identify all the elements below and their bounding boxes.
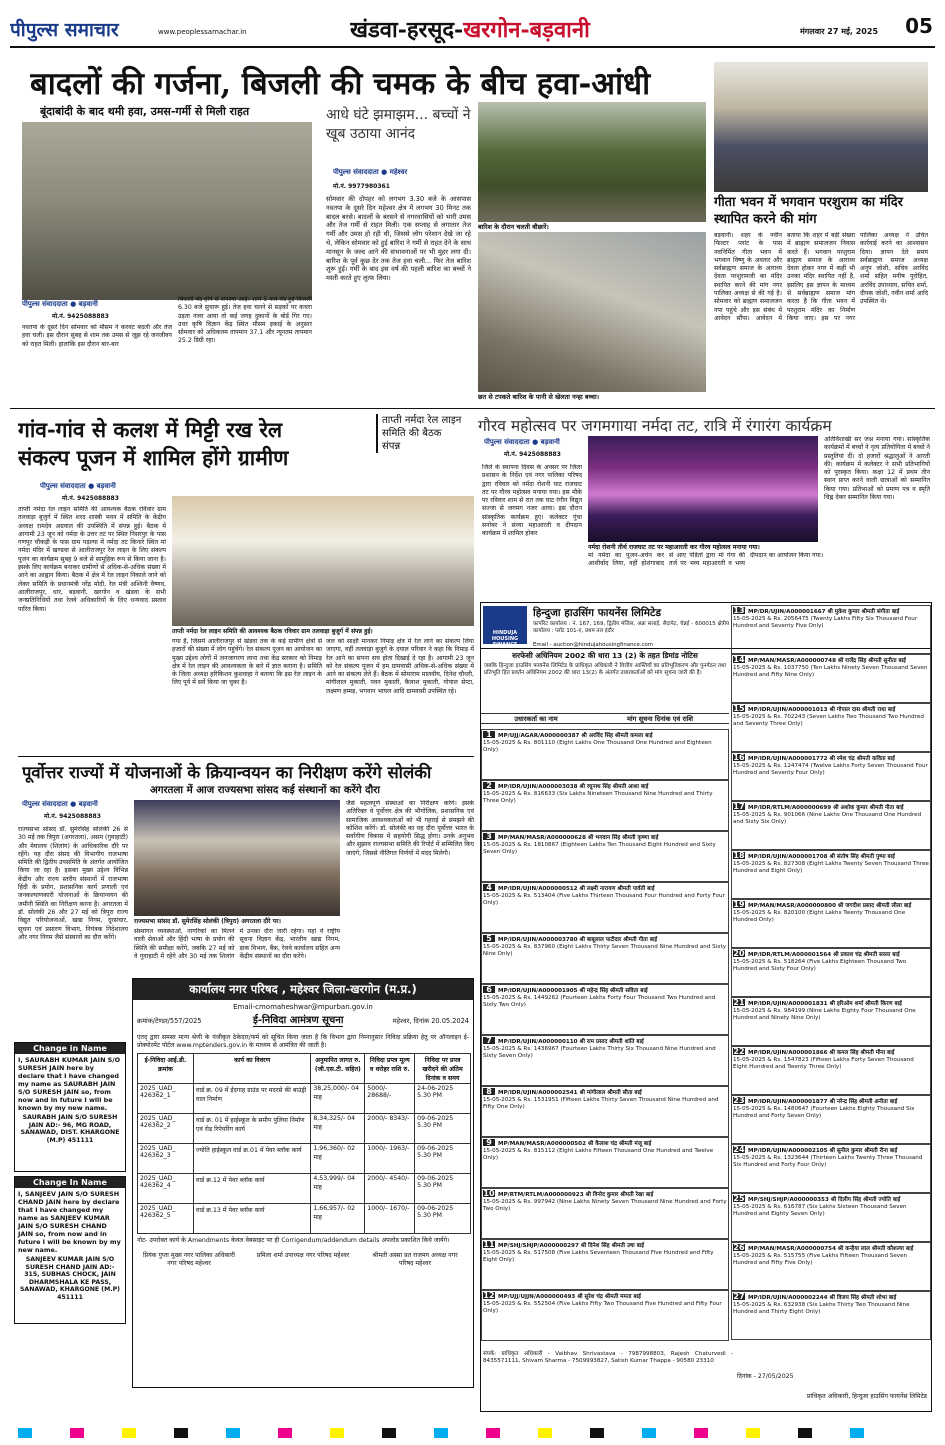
street-photo (22, 122, 312, 300)
section-title-part-2: खरगोन-बड़वानी (463, 17, 590, 43)
tender-title: ई-निविदा आमंत्रण सूचना (253, 1012, 343, 1027)
tender-signatures (133, 1248, 473, 1288)
rain-body: सोमवार की दोपहर को लगभग 3.30 बजे के आसपास नवतपा के दूसरे दिन महेश्वर क्षेत्र में लगभग 30 मिनट तक बादल बरसे। बादलों के बरसने से नगरवासियों को भारी उमस और तेज गर्मी से राहत मिली। एक सप्ताह से लगातार तेज गर्मी और उमस हो रही थी, जिससे लोग परेशान देखे जा रहे थे, लेकिन सोमवार को हुई बारिश ने गर्मी से राहत देने के साथ मानसून के जल्द आने की संभावनाओं पर भी मुहर लगा दी। बारिश के पूर्व कुछ देर तक तेज हवा चली... फिर तेज बारिश शुरू हुई। गर्मी के बाद इस वर्ष की पहली बारिश का बच्चों ने मस्ती करते हुए लुत्फ लिया। (326, 195, 471, 283)
borrower-account: MP/IDR/UJIN/A000001831 श्री हरिओम शर्मा श्रीमती किरण बाई (748, 1001, 902, 1007)
kalash-mobile: मो.नं. 9425088883 (62, 495, 119, 502)
tender-ref-row (133, 1012, 473, 1034)
rain-byline (333, 168, 473, 177)
table-row (138, 1173, 471, 1203)
cyan-swatch (226, 1428, 240, 1438)
borrower-account: MP/IDR/UJIN/A000001905 श्री महेन्द्र सिंह श्रीमती सविता बाई (498, 988, 648, 994)
narmada-headline: गौरव महोत्सव पर जगमगाया नर्मदा तट, रात्रि में रंगारंग कार्यक्रम (478, 417, 832, 435)
borrower-account: MP/IDR/UJIN/A000003038 श्री रघुनाथ सिंह श्रीमती आशा बाई (498, 784, 649, 790)
cell-cost: 38,25,000/- 04 माह (311, 1083, 365, 1113)
borrower-account: MP/IDR/UJIN/A000003780 श्री बाबूलाल पाटीदार श्रीमती गीता बाई (498, 937, 658, 943)
demand-amount: 15-05-2025 & Rs. 616787 (Six Lakhs Sixteen Thousand Seven Hundred and Eighty Seven Only) (733, 1204, 907, 1217)
yellow-swatch (746, 1428, 760, 1438)
demand-amount: 15-05-2025 & Rs. 513404 (Five Lakhs Thirteen Thousand Four Hundred and Forty Four Only) (483, 893, 725, 906)
cell-deadline: 24-06-2025 5.30 PM (415, 1083, 471, 1113)
auction-notice-cell (481, 780, 729, 831)
cell-number: 24 (733, 1145, 745, 1154)
tender-notice (132, 978, 474, 1388)
table-row (138, 1143, 471, 1173)
color-registration-bar (10, 1428, 935, 1438)
parshuram-body: बड़वानी। शहर के नवीन फिल्टर प्लांट के पास नवनिर्मित गीता भवन में भगवान विष्णु के अवतार और सर्वब्राह्मण समाज के आराध्य देवता परशुरामजी का मंदिर स्थापित करने की मांग नगर पालिका अध्यक्ष से की गई है। सोमवार को ब्राह्मण समाजजन नपा पहुंचे और इस संबंध में आवेदन सौंपा। आवेदन में बताया कि शहर में बड़ी संख्या में ब्राह्मण समाजजन निवास करते हैं। भगवान परशुराम ब्राह्मण समाज के आराध्य देवता होकर नगर में कहीं भी उनका मंदिर स्थापित नहीं है, इसलिए इस ज्ञापन के माध्यम से सर्वब्राह्मण समाज मांग करता है कि गीता भवन में परशुराम मंदिर का निर्माण किया जाए। इस पर नगर पालिका अध्यक्ष ने उचित कार्रवाई करने का आश्वासन दिया। ज्ञापन देते समय सर्वब्राह्मण समाज अध्यक्ष अनूप जोशी, सचिव अरविंद शर्मा सहित मनीष पुरोहित, अरविंद उपाध्याय, सचिन शर्मा, दीपक जोशी, नवीन शर्मा आदि उपस्थित थे। (714, 232, 928, 322)
cell-number: 25 (733, 1194, 745, 1203)
cell-fee: 2000/- 4540/- (365, 1173, 415, 1203)
solanki-subhead: अगरतला में आज राज्यसभा सांसद कई संस्थानों का करेंगे दौरा (150, 785, 381, 796)
solanki-headline: पूर्वोत्तर राज्यों में योजनाओं के क्रियान्वयन का निरीक्षण करेंगे सोलंकी (22, 762, 432, 782)
borrower-account: MP/IDR/UJIN/A000001866 श्री कमल सिंह श्रीमती मीना बाई (748, 1050, 895, 1056)
cell-number: 5 (483, 935, 495, 942)
demand-amount: 15-05-2025 & Rs. 1323644 (Thirteen Lakhs Twenty Three Thousand Six Hundred and Forty Four Only) (733, 1155, 923, 1168)
narmada-mobile: मो.नं. 9425088883 (504, 451, 561, 458)
cell-number: 26 (733, 1243, 745, 1252)
tender-ref: क्रमांक/टेण्डर/557/2025 (137, 1017, 202, 1025)
lead-headline: बादलों की गर्जना, बिजली की चमक के बीच हवा-आंधी (30, 66, 651, 102)
kalash-headline-1: गांव-गांव से कलश में मिट्टी रख रेल (18, 417, 283, 442)
cell-number: 23 (733, 1096, 745, 1105)
cell-work: वार्ड क्र. 09 में ईदगाह ग्राउंड पर मदरसे की बाउंड्री वाल निर्माण (193, 1083, 310, 1113)
auction-notice-cell (731, 703, 931, 752)
cell-number: 8 (483, 1088, 495, 1095)
borrower-account: MP/MAN/MASR/A000000502 श्री कैलाश चंद्र श्रीमती मंजू बाई (498, 1141, 652, 1147)
byline-dot: ● (70, 800, 77, 808)
narmada-body-bottom: मां नर्मदा का पूजन-अर्चन कर आशीर्वाद लिया, वहीं होशंगाबाद से आए पंडितों द्वारा मां गंगा की तर्ज पर भव्य महाआरती व भव्य दीपदान का आयोजन किया गया। (588, 552, 824, 568)
cell-number: 18 (733, 851, 745, 860)
black-swatch (174, 1428, 188, 1438)
table-row (138, 1113, 471, 1143)
cell-fee: 5000/- 28688/- (365, 1083, 415, 1113)
byline-name: पीपुल्स संवाददाता (333, 168, 379, 176)
demand-amount: 15-05-2025 & Rs. 702243 (Seven Lakhs Two Thousand Two Hundred and Seventy Three Only) (733, 714, 924, 727)
auction-notice-cell (481, 831, 729, 882)
kalash-body-2: गया है, जिसमें आलीराजपुर से खंडवा तक के कई ग्रामीण क्षेत्रों से हजारों की संख्या में लोग पहुंचेंगे। रेल संकल्प पूजन का आयोजन का मुख्य उद्देश्य लोगों में जनजागरण लाना तथा केंद्र सरकार को निमाड़ क्षेत्र में रेल लाइन की आवश्यकता के बारे में ज्ञात कराना है। समिति के जिला अध्यक्ष हरिकिशन कुशवाहा ने बताया कि इस रेल लाइन के लिए पूर्व में सर्वे किया जा चुका है। (172, 638, 322, 687)
yellow-swatch (538, 1428, 552, 1438)
rain-headline: आधे घंटे झमाझम... बच्चों ने खूब उठाया आनंद (326, 107, 471, 142)
cell-cost: 1,96,360/- 02 माह (311, 1143, 365, 1173)
demand-amount: 15-05-2025 & Rs. 837960 (Eight Lakhs Thirty Seven Thousand Nine Hundred and Sixty Nine Only) (483, 944, 727, 957)
auction-notice-cell (481, 984, 729, 1035)
cell-number: 20 (733, 949, 745, 958)
cell-number: 13 (733, 606, 745, 615)
borrower-account: MP/IDR/UJIN/A000000110 श्री राम प्रसाद श्रीमती शांति बाई (498, 1039, 644, 1045)
cell-id: 2025_UAD_ 426362_3 (138, 1143, 194, 1173)
cell-number: 9 (483, 1139, 495, 1146)
tender-table (137, 1053, 471, 1234)
auction-notice-cell (731, 1095, 931, 1144)
cyan-swatch (18, 1428, 32, 1438)
hinduja-company: हिन्दुजा हाउसिंग फायनेंस लिमिटेड (533, 607, 661, 619)
cell-number: 2 (483, 782, 495, 789)
yellow-swatch (330, 1428, 344, 1438)
hinduja-notice (480, 602, 932, 1412)
cell-number: 7 (483, 1037, 495, 1044)
auction-notice-cell (731, 850, 931, 899)
borrower-account: MP/MAN/MASR/A000000754 श्री कन्हैया लाल श्रीमती कौशल्या बाई (748, 1246, 914, 1252)
byline-name: पीपुल्स संवाददाता (484, 438, 530, 446)
auction-notice-cell (731, 899, 931, 948)
lead-mobile: मो.नं. 9425088883 (52, 313, 109, 320)
col-head-name: उधारकर्ता का नाम (514, 715, 558, 723)
cell-id: 2025_UAD_ 426362_2 (138, 1113, 194, 1143)
demand-amount: 15-05-2025 & Rs. 2056475 (Twenty Lakhs Fifty Six Thousand Four Hundred and Seventy Five Only) (733, 616, 918, 629)
magenta-swatch (278, 1428, 292, 1438)
cell-number: 14 (733, 655, 745, 664)
logo: पीपुल्स समाचार (10, 19, 119, 41)
demand-amount: 15-05-2025 & Rs. 816633 (Six Lakhs Nineteen Thousand Nine Hundred and Thirty Three Only) (483, 791, 713, 804)
section-title (350, 14, 680, 44)
auction-notice-cell (481, 1086, 729, 1137)
borrower-account: MP/MAN/MASR/A000000628 श्री भगवान सिंह श्रीमती कृष्णा बाई (498, 835, 659, 841)
cell-number: 19 (733, 900, 745, 909)
demand-amount: 15-05-2025 & Rs. 1810867 (Eighteen Lakhs Ten Thousand Eight Hundred and Sixty Seven Only) (483, 842, 716, 855)
rain-photo-2 (478, 232, 706, 392)
parshuram-headline: गीता भवन में भगवान परशुराम का मंदिर स्थापित करने की मांग (714, 194, 928, 228)
hinduja-right-grid (731, 605, 931, 1349)
notice-title: सरफेसी अधिनियम 2002 की धारा 13 (2) के तहत डिमांड नोटिस (512, 651, 698, 660)
kalash-byline (40, 482, 190, 491)
auction-notice-cell (731, 654, 931, 703)
solanki-body-2: संस्थागत व्यवस्थाओं, नागरिकों का मिलने वाली सेवाओं और हिंदी भाषा के प्रयोग की स्थिति की समीक्षा करेंगे, जबकि 27 मई को वे गुवाहाटी में रहेंगे और 30 मई तक शिलांग में उनका दौरा जारी रहेगा। यहां वे राष्ट्रीय सूचना विज्ञान केंद्र, भारतीय खाद्य निगम, डाक विभाग, बैंक, रेलवे कार्यालय सहित अन्य केंद्रीय संस्थानों का दौरा करेंगे। (134, 928, 340, 960)
auction-notice-cell (731, 1144, 931, 1193)
name-change-notice-2 (14, 1176, 126, 1324)
tender-note: नोट- उपरोक्त कार्य के Amendments केवल वेबसाइट पर ही Corrigendum/addendum details अपलोड प्रकाशित किये जायेंगे। (137, 1236, 450, 1244)
hinduja-signature: प्राधिकृत अधिकारी, हिन्दुजा हाउसिंग फायनेंस लिमिटेड (806, 1393, 927, 1400)
auction-notice-cell (731, 997, 931, 1046)
demand-amount: 15-05-2025 & Rs. 1547823 (Fifteen Lakhs Forty Seven Thousand Eight Hundred and Twenty Three Only) (733, 1057, 914, 1070)
divider (18, 756, 474, 757)
byline-place: बड़वानी (540, 438, 560, 446)
rain-photo-1 (478, 102, 706, 222)
notice-signature: SAURABH JAIN S/O SURESH JAIN AD:- 96, MG ROAD, SANAWAD, DIST. KHARGONE (M.P) 451111 (20, 1114, 120, 1144)
cell-fee: 1000/- 1670/- (365, 1203, 415, 1233)
byline-place: महेश्वर (389, 168, 408, 176)
borrower-account: MP/MAN/MASR/A000000800 श्री जगदीश प्रसाद श्रीमती लीला बाई (748, 903, 912, 909)
divider (10, 408, 935, 409)
demand-amount: 15-05-2025 & Rs. 820100 (Eight Lakhs Twenty Thousand One Hundred Only) (733, 910, 906, 923)
magenta-swatch (694, 1428, 708, 1438)
cell-deadline: 09-06-2025 5.30 PM (415, 1173, 471, 1203)
byline-dot: ● (88, 482, 95, 490)
auction-notice-cell (731, 1046, 931, 1095)
byline-place: बड़वानी (96, 482, 116, 490)
parshuram-photo (714, 62, 928, 192)
kalash-side-head: ताप्ती नर्मदा रेल लाइन समिति की बैठक संपन्न (376, 414, 462, 453)
borrower-account: MP/IDR/UJIN/A000001877 श्री नरेन्द्र सिंह श्रीमती अनीता बाई (748, 1099, 898, 1105)
borrower-account: MP/SHJ/SHJP/A000000297 श्री दिनेश सिंह श्रीमती उषा बाई (498, 1243, 644, 1249)
borrower-account: MP/MAN/MASR/A000000748 श्री राजेंद्र सिंह श्रीमती सुनीता बाई (748, 658, 906, 664)
notice-text: I, SAURABH KUMAR JAIN S/O SURESH JAIN here by declare that I have changed my name as SAURABH JAIN S/O SURESH JAIN so, from now and in future I will be known by my new name. (18, 1056, 121, 1112)
hinduja-address: कार्पोरेट कार्यालय : नं. 167, 169, द्वितीय मंजिल, अन्ना सलाई, सैदापेट, चेन्नई - 600015 क्षेत्रीय कार्यालय : प्लॉट 101-ए, प्रथम तल इंदौर (533, 621, 729, 634)
demand-amount: 15-05-2025 & Rs. 901066 (Nine Lakhs One Thousand One Hundred and Sixty Six Only) (733, 812, 922, 825)
notice-title: Change In Name (15, 1177, 125, 1188)
auction-notice-cell (731, 605, 931, 654)
col-head: निविदा पर प्रपत्र खरीदने की अंतिम दिनांक व समय (415, 1053, 471, 1083)
cell-work: वार्ड क्र.13 में पेवर ब्लॉक कार्य (193, 1203, 310, 1233)
kalash-body-3: जल को साक्षी मानकर निमाड़ क्षेत्र में रेल लाने का संकल्प लिया जाएगा, वहीं तलवाड़ा बुजुर्ग के दयाल परिवार ने कहा कि निमाड़ में रेल आने का सपना सच होता दिखाई दे रहा है। आगामी 23 जून को रेल संकल्प पूजन में हम ग्रामवासी अधिक-से-अधिक संख्या में आने का संकल्प लेते हैं। बैठक में सोमाराम मालवीय, दिनेश चौधरी, मांगीलाल मुकाती, पवन मुकाती, कैलाश मुकाती, गोपाल सेप्टा, लक्ष्मण हम्मड़, भगवान भायल आदि ग्रामवासी उपस्थित रहे। (326, 638, 474, 695)
col-head: कार्य का विवरण (193, 1053, 310, 1083)
magenta-swatch (70, 1428, 84, 1438)
cell-number: 11 (483, 1240, 495, 1249)
tender-table-header (138, 1053, 471, 1083)
demand-amount: 15-05-2025 & Rs. 552504 (Five Lakhs Fifty Two Thousand Five Hundred and Fifty Four Only) (483, 1301, 722, 1314)
rain-mobile: मो.नं. 9977980361 (333, 183, 390, 190)
rain-photo-2-caption: छत से टपकते बारिश के पानी से खेलता नन्हा बच्चा। (478, 392, 706, 401)
cell-fee: 2000/- 8343/- (365, 1113, 415, 1143)
solanki-photo-caption: राज्यसभा सांसद डॉ. सुमेरसिंह सोलंकी (त्रिपुरा) अगरतला दौरे पर। (134, 916, 340, 925)
borrower-account: MP/IDR/RTLM/A000000699 श्री अशोक कुमार श्रीमती नीता बाई (748, 805, 904, 811)
lead-body-mid: बिजली बंद होने से समस्या आई। शाम 5 बजे बंद हुई बिजली 6.30 बजे सुचारू हुई। तेज हवा चलने से सड़कों पर कचरा उड़ता नजर आया तो कई जगह दुकानों के बोर्ड गिर गए। उधर कृषि विज्ञान केंद्र स्थित मौसम इकाई के अनुसार सोमवार को अधिकतम तापमान 37.1 और न्यूनतम तापमान 25.2 डिग्री रहा। (178, 296, 312, 345)
byline-name: पीपुल्स संवाददाता (22, 300, 68, 308)
borrower-account: MP/IDR/UJIN/A000002541 श्री मांगीलाल श्रीमती सीता बाई (498, 1090, 642, 1096)
cell-number: 15 (733, 704, 745, 713)
hinduja-logo (483, 606, 527, 648)
cell-number: 22 (733, 1047, 745, 1056)
demand-amount: 15-05-2025 & Rs. 518264 (Five Lakhs Eighteen Thousand Two Hundred and Sixty Four Only) (733, 959, 907, 972)
demand-amount: 15-05-2025 & Rs. 1531951 (Fifteen Lakhs Thirty Seven Thousand Nine Hundred and Fifty One Only) (483, 1097, 719, 1110)
cell-number: 12 (483, 1291, 495, 1300)
auction-notice-cell (731, 801, 931, 850)
byline-dot: ● (532, 438, 539, 446)
cell-work: वार्ड क्र. 01 में हाईस्कूल के समीप पुलिया निर्माण एवं रोड रिपेयरिंग कार्य (193, 1113, 310, 1143)
byline-dot: ● (70, 300, 77, 308)
borrower-account: MP/IDR/UJIN/A000001013 श्री गोपाल दास श्रीमती राधा बाई (748, 707, 896, 713)
tender-date: महेश्वर, दिनांक 20.05.2024 (392, 1017, 469, 1025)
narmada-body-left: जिले के स्थापना दिवस के अवसर पर जिला प्रशासन के निर्देश एवं नगर पालिका परिषद द्वारा रविवार को नर्मदा रोशनी घाट राजघाट तट पर गौरव महोत्सव मनाया गया। इस मौके पर रविवार शाम से रात तक घाट रंगीन विद्युत सज्जा से जगमग नजर आया। इस दौरान सांस्कृतिक कार्यक्रम हुए। कलेक्टर गुंचा सनोबर ने संध्या महाआरती व दीपदान कार्यक्रम में शामिल होकर (482, 464, 582, 538)
cell-deadline: 09-06-2025 5.30 PM (415, 1143, 471, 1173)
solanki-photo (134, 800, 340, 916)
borrower-account: MP/IDR/UJIN/A000002105 श्री सुनील कुमार श्रीमती रीना बाई (748, 1148, 898, 1154)
auction-notice-cell (481, 1290, 729, 1341)
borrower-account: MP/IDR/UJIN/A000001708 श्री संतोष सिंह श्रीमती पुष्पा बाई (748, 854, 895, 860)
borrower-account: MP/SHJ/SHJP/A000000353 श्री दिलीप सिंह श्रीमती ज्योति बाई (748, 1197, 901, 1203)
lead-subhead: बूंदाबांदी के बाद थमी हवा, उमस-गर्मी से मिली राहत (40, 105, 250, 118)
cell-number: 27 (733, 1292, 745, 1301)
cell-id: 2025_UAD_ 426362_4 (138, 1173, 194, 1203)
demand-amount: 15-05-2025 & Rs. 517508 (Five Lakhs Seventeen Thousand Five Hundred and Fifty Eight Only) (483, 1250, 714, 1263)
cell-number: 1 (483, 731, 495, 738)
cell-work: ज्योति हाईस्कूल वार्ड क्र.01 में पेवर ब्लॉक कार्य (193, 1143, 310, 1173)
tender-email[interactable]: Email-cmomaheshwar@mpurban.gov.in (233, 1003, 373, 1011)
col-head: निविदा प्रपत्र मूल्य व धरोहर राशि रु. (365, 1053, 415, 1083)
cell-number: 17 (733, 802, 745, 811)
magenta-swatch (486, 1428, 500, 1438)
auction-notice-cell (481, 729, 729, 780)
solanki-body-3: जैसे महत्वपूर्ण संस्थाओं का निरीक्षण करेंगे। इसके अतिरिक्त वे पूर्वोत्तर क्षेत्र की भौगोलिक, प्रशासनिक एवं सामाजिक आवश्यकताओं को भी गहराई से समझने की कोशिश करेंगे। डॉ. सोलंकी का यह दौरा पूर्वोत्तर भारत के सर्वांगीण विकास में सहयोगी सिद्ध होगा। उनके अनुभव और सुझाव राज्यसभा समिति की रिपोर्ट में सम्मिलित किए जाएंगे, जिससे नीतिगत निर्णयों में मदद मिलेगी। (346, 800, 474, 857)
lead-body-left: नवतपा के दूसरे दिन सोमवार को मौसम ने करवट बदली और तेज हवा चली। इस दौरान सुबह से शाम तक उमस से जूझ रहे जनजीवन को राहत मिली। हालांकि इस दौरान बार-बार (22, 324, 172, 348)
demand-amount: 15-05-2025 & Rs. 827308 (Eight Lakhs Twenty Seven Thousand Three Hundred and Eight Only) (733, 861, 929, 874)
demand-amount: 15-05-2025 & Rs. 997942 (Nine Lakhs Ninety Seven Thousand Nine Hundred and Forty Two Only) (483, 1199, 727, 1212)
solanki-body: राज्यसभा सांसद डॉ. सुमेरसिंह सोलंकी 26 से 30 मई तक त्रिपुरा (अगरतला), असम (गुवाहाटी) और मेघालय (शिलांग) के आधिकारिक दौरे पर रहेंगे। यह दौरा संसद की विभागीय राजभाषा समिति की द्वितीय उपसमिति के अंतर्गत आयोजित किया जा रहा है। इसका मुख्य उद्देश्य विभिन्न केंद्रीय और राज्य स्तरीय संस्थानों में राजभाषा हिंदी के प्रयोग, प्रशासनिक कार्य प्रणाली एवं जनकल्याणकारी योजनाओं के क्रियान्वयन की जमीनी स्थिति का निरीक्षण करना है। अगरतला में डॉ. सोलंकी 26 और 27 मई को त्रिपुरा राज्य विद्युत परियोजनाओं, खाद्य निगम, दूरसंचार, सूचना एवं प्रसारण विभाग, नियंत्रक निदेशालय और नगर निगम जैसे संस्थानों का दौरा करेंगे। (18, 826, 128, 941)
table-row (138, 1203, 471, 1233)
signature-3: श्रीमती अस्सा प्रत राजमय अध्यक्ष नगर परिषद महेश्वर (372, 1251, 458, 1268)
cell-number: 4 (483, 884, 495, 891)
narmada-body-right: अतिविशाखी सर जश्न मनाया गया। सांस्कृतिक कार्यक्रमों में बच्चों ने नृत्य प्रतियोगिता में बच्चों ने प्रस्तुतियां दीं। दो हजारों श्रद्धालुओं ने आरती की। कार्यक्रम में कलेक्टर ने सभी प्रतिभागियों को पुरस्कृत किया। कक्षा 12 में प्रथम तीन स्थान प्राप्त करने वाली छात्राओं को सम्मानित किया गया। प्रतिभाओं को प्रमाण पत्र व स्मृति चिह्न देकर सम्मानित किया गया। (824, 436, 930, 502)
cell-id: 2025_UAD_ 426362_5 (138, 1203, 194, 1233)
cell-number: 10 (483, 1189, 495, 1198)
demand-amount: 15-05-2025 & Rs. 1480647 (Fourteen Lakhs Eighty Thousand Six Hundred and Forty Seven Only) (733, 1106, 915, 1119)
auction-notice-cell (481, 882, 729, 933)
demand-amount: 15-05-2025 & Rs. 984199 (Nine Lakhs Eighty Four Thousand One Hundred and Ninety Nine Only) (733, 1008, 916, 1021)
cell-fee: 1000/- 1963/- (365, 1143, 415, 1173)
hinduja-contact: संपर्क: प्राधिकृत अधिकारी - Vaibhav Shrivastava - 7987998803, Rajesh Chaturvedi - 8435571111, Shivam Sharma - 7509993827, Satish Kumar Thappa - 90580 23310 (483, 1351, 733, 1364)
col-head: अनुमानित लागत रु. (जी.एस.टी. सहित) (311, 1053, 365, 1083)
kalash-body: ताप्ती नर्मदा रेल लाइन समिति की आवश्यक बैठक रविवार ग्राम तलवाड़ा बुजुर्ग में स्थित शरद शास्त्री भवन में समिति के केंद्रीय अध्यक्ष रामदेव अग्रवाल की उपस्थिति में संपन्न हुई। बैठक में आगामी 23 जून को नर्मदा के उत्तर तट पर स्थित निसरपुर के पास गणपुर चौकड़ी के पास ग्राम पड़ल्या में नर्मदा तट किनारे स्थित मां नर्मदा मंदिर में खण्डवा से आलीराजपुर रेल लाइन के लिए संकल्प पूजन का कार्यक्रम सुबह 9 बजे से सामूहिक रूप से किया जाना है। इसके लिए कार्यक्रम बनाकर ग्रामीणों से अधिक-से-अधिक संख्या में आने का आह्वान किया। बैठक में क्षेत्र में रेल लाइन निकाले जाने को लेकर समिति के प्रधानमंत्री नरेंद्र मोदी, रेल मंत्री अश्विनी वैष्णव, आलीराजपुर, धार, बड़वानी, खरगोन व खंडवा के सभी जनप्रतिनिधियों तथा रेलवे अधिकारियों के लिए धन्यवाद प्रस्ताव पारित किया। (18, 506, 166, 613)
demand-amount: 15-05-2025 & Rs. 1037750 (Ten Lakhs Ninety Seven Thousand Seven Hundred and Fifty Nine Only) (733, 665, 928, 678)
borrower-account: MP/IDR/UJIN/A000001772 श्री रमेश चंद्र श्रीमती कविता बाई (748, 756, 895, 762)
cell-number: 6 (483, 986, 495, 993)
demand-amount: 15-05-2025 & Rs. 801110 (Eight Lakhs One Thousand One Hundred and Eighteen Only) (483, 740, 712, 753)
borrower-account: MP/IDR/UJIN/A000000512 श्री लक्ष्मी नारायण श्रीमती पार्वती बाई (498, 886, 655, 892)
rain-photo-1-caption: बारिश के दौरान चलती बौछारें। (478, 222, 638, 231)
auction-notice-cell (731, 1193, 931, 1242)
black-swatch (590, 1428, 604, 1438)
name-change-notice-1 (14, 1042, 126, 1172)
borrower-account: MP/IDR/RTLM/A000001564 श्री प्रकाश चंद्र श्रीमती सरला बाई (748, 952, 900, 958)
col-head: ई-निविदा आई.डी. क्रमांक (138, 1053, 194, 1083)
demand-amount: 15-05-2025 & Rs. 815112 (Eight Lakhs Fifteen Thousand One Hundred and Twelve Only) (483, 1148, 714, 1161)
kalash-photo (172, 496, 474, 626)
tender-intro: एतद् द्वारा समस्त मान्य श्रेणी के पंजीकृत ठेकेदार/फर्म को सूचित किया जाता है कि विभाग द्वारा निम्नानुसार निविदा प्रक्रिया हेतु पर ऑनलाइन ई-प्रोक्योरमेंट पोर्टल www.mptenders.gov.in के माध्यम से आमंत्रित की जाती है। (137, 1034, 469, 1050)
cyan-swatch (850, 1428, 864, 1438)
cell-cost: 1,66,957/- 02 माह (311, 1203, 365, 1233)
demand-amount: 15-05-2025 & Rs. 515755 (Five Lakhs Fifteen Thousand Seven Hundred and Fifty Five Only) (733, 1253, 908, 1266)
black-swatch (798, 1428, 812, 1438)
demand-amount: 15-05-2025 & Rs. 1247474 (Twelve Lakhs Forty Seven Thousand Four Hundred and Seventy Four Only) (733, 763, 928, 776)
black-swatch (382, 1428, 396, 1438)
byline-name: पीपुल्स संवाददाता (40, 482, 86, 490)
borrower-account: MP/DR/UJIN/A000001667 श्री मुकेश कुमार श्रीमती संगीता बाई (748, 609, 900, 615)
tender-office: कार्यालय नगर परिषद , महेश्वर जिला-खरगोन (म.प्र.) (133, 979, 473, 1000)
cell-number: 16 (733, 753, 745, 762)
hinduja-email[interactable]: Email - auction@hindujahousingfinance.com (533, 642, 654, 648)
cell-cost: 8,34,325/- 04 माह (311, 1113, 365, 1143)
cell-deadline: 09-06-2025 5.30 PM (415, 1203, 471, 1233)
date: मंगलवार 27 मई, 2025 (800, 27, 879, 36)
cell-deadline: 09-06-2025 5.30 PM (415, 1113, 471, 1143)
byline-name: पीपुल्स संवाददाता (22, 800, 68, 808)
narmada-photo (588, 436, 818, 542)
masthead (10, 8, 935, 48)
col-head-amount: मांग सूचना दिनांक एवं राशि (626, 715, 694, 723)
signature-1: प्रियंक गुप्ता मुख्य नगर पालिका अधिकारी नगर परिषद महेश्वर (142, 1251, 236, 1268)
demand-amount: 15-05-2025 & Rs. 632938 (Six Lakhs Thirty Two Thousand Nine Hundred and Thirty Eight Only) (733, 1302, 910, 1315)
section-title-part-1: खंडवा-हरसूद- (350, 17, 464, 43)
byline-dot: ● (381, 168, 388, 176)
yellow-swatch (122, 1428, 136, 1438)
auction-notice-cell (731, 948, 931, 997)
auction-notice-cell (731, 752, 931, 801)
auction-notice-cell (481, 1188, 729, 1239)
borrower-account: MP/UJJ/AGAR/A000000387 श्री अरविंद सिंह श्रीमती कमला बाई (498, 733, 653, 739)
cell-work: वार्ड क्र.12 में पेवर ब्लॉक कार्य (193, 1173, 310, 1203)
byline-place: बड़वानी (78, 300, 98, 308)
byline-place: बड़वानी (78, 800, 98, 808)
notice-title: Change in Name (15, 1043, 125, 1054)
table-row (138, 1083, 471, 1113)
auction-notice-cell (481, 1137, 729, 1188)
column-headers (481, 713, 729, 724)
page-number: 05 (905, 14, 933, 38)
notice-signature: SANJEEV KUMAR JAIN S/O SURESH CHAND JAIN AD:- 315, SUBHAS CHOCK, JAIN DHARMSHALA KE PASS, SANAWAD, KHARGONE (M.P) 451111 (19, 1256, 121, 1301)
borrower-account: MP/IDR/UJIN/A000002244 श्री विजय सिंह श्रीमती शोभा बाई (748, 1295, 897, 1301)
solanki-mobile: मो.नं. 9425088883 (44, 813, 101, 820)
demand-amount: 15-05-2025 & Rs. 1436967 (Fourteen Lakhs Thirty Six Thousand Nine Hundred and Sixty Seven Only) (483, 1046, 716, 1059)
cyan-swatch (642, 1428, 656, 1438)
hinduja-date: दिनांक - 27/05/2025 (737, 1373, 794, 1380)
borrower-account: MP/RTM/RTLM/A000000923 श्री विनोद कुमार श्रीमती रेखा बाई (498, 1192, 654, 1198)
auction-notice-cell (481, 933, 729, 984)
signature-2: प्रमिला शर्मा उपाध्यक्ष नगर परिषद महेश्वर (256, 1251, 350, 1259)
website[interactable]: www.peoplessamachar.in (158, 28, 247, 36)
hinduja-left-grid (481, 729, 729, 1349)
auction-notice-cell (481, 1035, 729, 1086)
hinduja-logo-text: HINDUJA HOUSING FINANCE (491, 630, 519, 648)
notice-body: जबकि हिन्दुजा हाउसिंग फायनेंस लिमिटेड के प्राधिकृत अधिकारी ने वित्तीय आस्तियों का प्रतिभूतिकरण और पुनर्गठन तथा प्रतिभूति हित प्रवर्तन अधिनियम 2002 की धारा 13(2) के अंतर्गत उधारकर्ताओं को मांग सूचना जारी की है। (484, 663, 726, 676)
borrower-account: MP/UJJ/UJJN/A000000493 श्री सुरेश चंद्र श्रीमती ममता बाई (498, 1294, 641, 1300)
kalash-headline-2: संकल्प पूजन में शामिल होंगे ग्रामीण (18, 445, 289, 470)
cyan-swatch (434, 1428, 448, 1438)
narmada-photo-caption: नर्मदा रोशनी तीर्थ राजघाट तट पर महाआरती कर गौरव महोत्सव मनाया गया। (588, 542, 828, 551)
auction-notice-cell (731, 1242, 931, 1291)
cell-id: 2025_UAD_ 426362_1 (138, 1083, 194, 1113)
cell-cost: 4,53,999/- 04 माह (311, 1173, 365, 1203)
auction-notice-cell (731, 1291, 931, 1340)
kalash-photo-caption: ताप्ती नर्मदा रेल लाइन समिति की आवश्यक बैठक रविवार ग्राम तलवाड़ा बुजुर्ग में संपन्न हुई। (172, 626, 474, 635)
auction-notice-cell (481, 1239, 729, 1290)
demand-amount: 15-05-2025 & Rs. 1449262 (Fourteen Lakhs Forty Four Thousand Two Hundred and Sixty Two Only) (483, 995, 716, 1008)
notice-text: I, SANJEEV JAIN S/O SURESH CHAND JAIN here by declare that I have changed my name as SANJEEV KUMAR JAIN S/O SURESH CHAND JAIN so, from now and in future I will be known by my new name. (18, 1190, 121, 1254)
cell-number: 3 (483, 833, 495, 840)
lead-byline (22, 300, 172, 309)
hinduja-left-top (481, 649, 729, 724)
cell-number: 21 (733, 998, 745, 1007)
